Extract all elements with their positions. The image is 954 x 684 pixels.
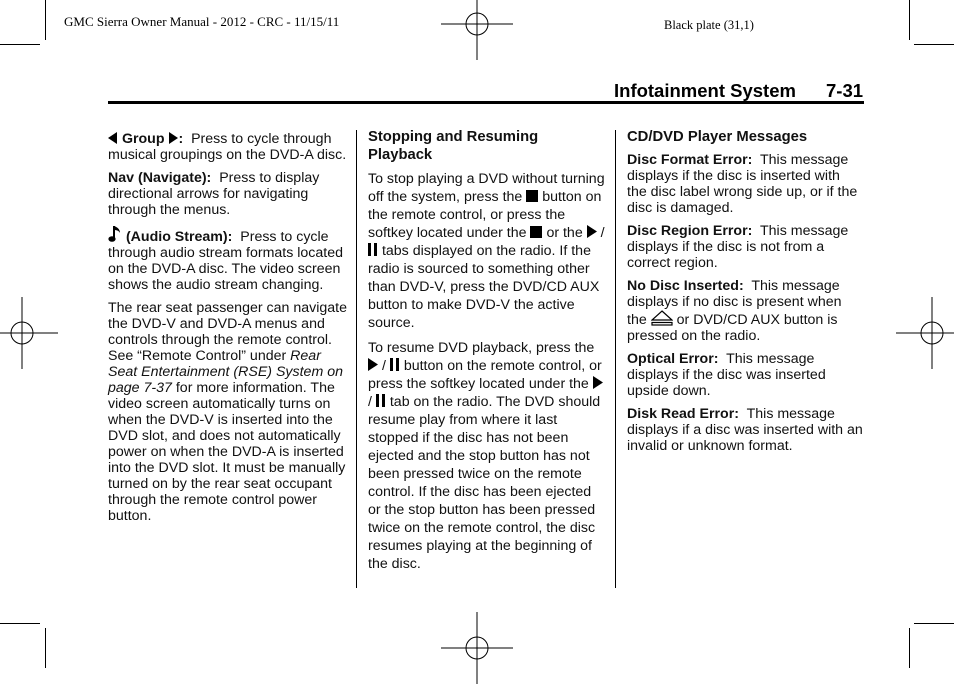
crop-mark [909, 628, 910, 668]
group-colon: : [178, 131, 184, 147]
stop-text-3: or the [546, 225, 583, 241]
header-rule [108, 101, 864, 104]
group-text: Press to cycle through musical groupings on the DVD-A disc. [108, 131, 347, 163]
message-label: Disc Region Error: [627, 223, 753, 239]
audio-text: Press to cycle through audio stream formats located on the DVD-A disc. The video screen shows the audio stream changing. [108, 229, 344, 293]
messages-heading: CD/DVD Player Messages [627, 129, 808, 145]
resume-separator: / [381, 358, 386, 374]
message-label: No Disc Inserted: [627, 278, 744, 294]
crop-mark [45, 628, 46, 668]
resume-text-3: tab on the radio. The DVD should resume play from where it last stopped if the disc has not been ejected and the stop button has not been pressed twice on the remote control. If the disc has been ejected or the stop button has been pressed twice on the remote control, the disc resumes playing at the beginning of the disc. [368, 394, 601, 572]
previous-icon [108, 132, 118, 144]
pause-icon [376, 394, 386, 407]
stop-paragraph [368, 170, 606, 332]
rear-text-1: The rear seat passenger can navigate the DVD-V and DVD-A menus and controls through the remote control. See “Remote Control” under [108, 300, 347, 364]
nav-label: Nav (Navigate): [108, 170, 212, 186]
stop-text-1: To stop playing a DVD without turning off the system, press the [368, 171, 605, 205]
crop-mark [0, 623, 40, 624]
crop-mark [909, 0, 910, 40]
eject-icon [651, 310, 673, 326]
pause-icon [368, 243, 378, 256]
play-icon [368, 358, 378, 371]
message-disc-region [627, 223, 863, 271]
message-text: or DVD/CD AUX button is pressed on the radio. [627, 312, 838, 344]
message-label: Optical Error: [627, 351, 719, 367]
message-label: Disk Read Error: [627, 406, 739, 422]
message-label: Disc Format Error: [627, 152, 753, 168]
stop-text-2: button on the remote control, or press the softkey located under the [368, 189, 602, 241]
registration-mark-right [896, 297, 954, 369]
message-disc-format [627, 152, 863, 216]
message-text: This message displays if the disc is inserted with the disc label wrong side up, or if the disc is damaged. [627, 152, 858, 216]
message-no-disc [627, 278, 863, 344]
audio-label: (Audio Stream): [125, 229, 233, 245]
next-icon [168, 132, 178, 144]
stop-icon [526, 190, 538, 202]
group-label: Group [121, 131, 165, 147]
stop-separator: / [600, 225, 605, 241]
nav-paragraph [108, 170, 348, 218]
pause-icon [390, 358, 400, 371]
stopping-heading: Stopping and Resuming Playback [368, 129, 539, 163]
stop-icon [530, 226, 542, 238]
message-optical-error [627, 351, 863, 399]
column-1 [108, 131, 348, 531]
resume-text-1: To resume DVD playback, press the [368, 340, 595, 356]
plate-info: Black plate (31,1) [664, 18, 754, 32]
message-text: This message displays if the disc is not from a correct region. [627, 223, 849, 271]
message-disk-read-error [627, 406, 863, 454]
crop-mark [914, 623, 954, 624]
rear-text-2: for more information. The video screen automatically turns on when the DVD-V is inserted into the DVD slot, and does not automatically power on when the DVD-A is inserted into the DVD slot. It must be manually turned on by the rear seat occupant through the remote control power button. [108, 380, 346, 524]
page-number: 7-31 [826, 80, 864, 101]
print-info: GMC Sierra Owner Manual - 2012 - CRC - 11/15/11 [64, 14, 340, 29]
column-divider [615, 130, 616, 588]
column-3 [627, 128, 863, 461]
crop-mark [914, 44, 954, 45]
resume-text-2: button on the remote control, or press the softkey located under the [368, 358, 602, 392]
play-icon [593, 376, 603, 389]
rear-seat-paragraph [108, 300, 348, 524]
column-2 [368, 128, 606, 580]
message-text: This message displays if a disc was inserted with an invalid or unknown format. [627, 406, 863, 454]
music-note-icon [108, 225, 122, 243]
resume-paragraph [368, 339, 606, 573]
play-icon [587, 225, 597, 238]
audio-paragraph [108, 225, 348, 293]
nav-text: Press to display directional arrows for navigating through the menus. [108, 170, 320, 218]
registration-mark-top [441, 0, 513, 60]
message-text: This message displays if no disc is present when the [627, 278, 842, 328]
crop-mark [45, 0, 46, 40]
crop-mark [0, 44, 40, 45]
rse-reference: Rear Seat Entertainment (RSE) System on page 7-37 [108, 348, 343, 396]
message-text: This message displays if the disc was inserted upside down. [627, 351, 826, 399]
section-title: Infotainment System [614, 80, 796, 101]
registration-mark-bottom [441, 612, 513, 684]
stop-text-4: tabs displayed on the radio. If the radio is sourced to something other than DVD-V, press the DVD/CD AUX button to make DVD-V the active source. [368, 243, 600, 331]
resume-separator: / [368, 394, 372, 410]
group-paragraph [108, 131, 348, 163]
column-divider [356, 130, 357, 588]
registration-mark-left [0, 297, 58, 369]
